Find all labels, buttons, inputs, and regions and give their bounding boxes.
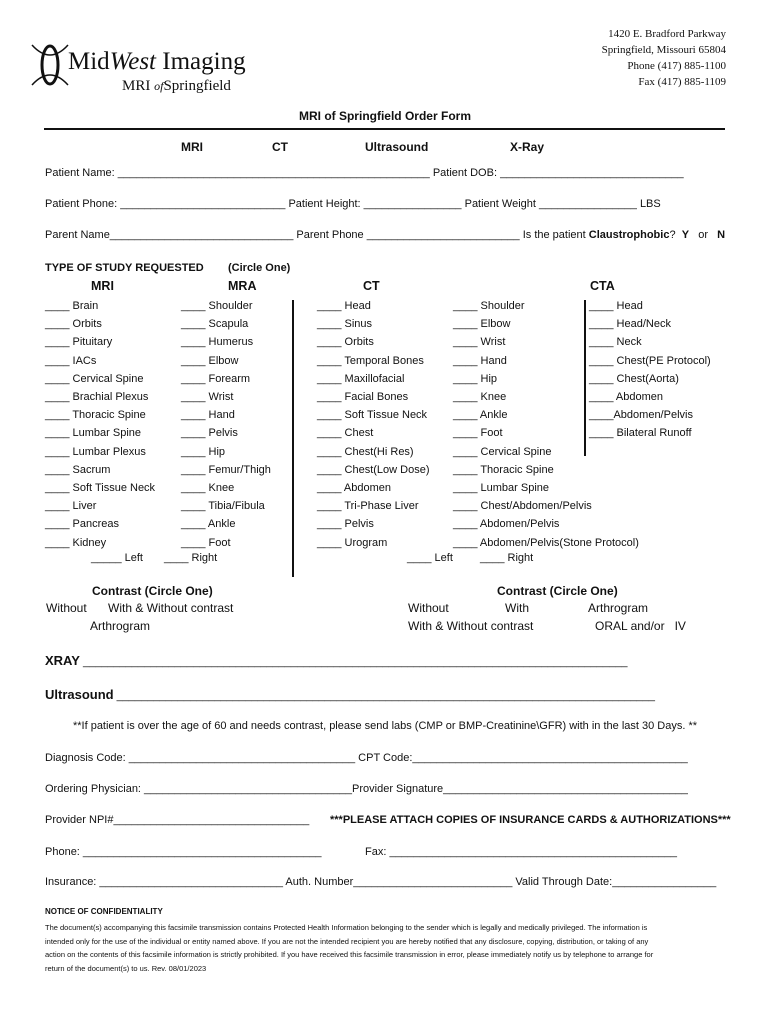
- mri-right-option[interactable]: ____ Right: [164, 552, 218, 564]
- contrast-right-oral-iv[interactable]: ORAL and/or IV: [595, 619, 686, 633]
- heading-mra: MRA: [228, 279, 257, 293]
- list-item[interactable]: ____ Temporal Bones: [317, 354, 424, 367]
- diagnosis-cpt-line[interactable]: Diagnosis Code: _____________________________________ CPT Code:_____________________________________________: [45, 752, 688, 764]
- list-item[interactable]: ____ Brain: [45, 300, 99, 312]
- list-item[interactable]: ____ Urogram: [317, 536, 388, 549]
- list-item[interactable]: ____Abdomen/Pelvis: [589, 409, 693, 422]
- list-item[interactable]: ____ Chest(PE Protocol): [589, 354, 711, 367]
- list-item[interactable]: ____ Hand: [181, 409, 235, 422]
- mri-left-option[interactable]: _____ Left: [91, 552, 143, 564]
- list-item[interactable]: ____ Femur/Thigh: [181, 463, 271, 476]
- modality-ct[interactable]: CT: [272, 140, 288, 154]
- attach-insurance-note: ***PLEASE ATTACH COPIES OF INSURANCE CARDS & AUTHORIZATIONS***: [330, 814, 731, 826]
- study-type-label: TYPE OF STUDY REQUESTED: [45, 262, 204, 274]
- list-item[interactable]: ____ Orbits: [45, 318, 102, 331]
- list-item[interactable]: ____ Foot: [453, 427, 503, 440]
- list-item[interactable]: ____ Ankle: [181, 518, 236, 531]
- contrast-left-without[interactable]: Without: [46, 601, 87, 615]
- list-item[interactable]: ____ Chest/Abdomen/Pelvis: [453, 500, 592, 513]
- list-item[interactable]: ____ Liver: [45, 500, 97, 513]
- title-divider: [44, 128, 725, 130]
- patient-phone-height-weight-line[interactable]: Patient Phone: ___________________________ Patient Height: ________________ Patient Weight ________________ LBS: [45, 198, 661, 210]
- list-item[interactable]: ____ Hip: [453, 372, 498, 385]
- ct-left-option[interactable]: ____ Left: [407, 552, 453, 564]
- list-item[interactable]: ____ Bilateral Runoff: [589, 427, 692, 440]
- list-item[interactable]: ____ Thoracic Spine: [45, 409, 146, 422]
- ct-list: [317, 297, 430, 552]
- xray-line[interactable]: XRAY _________________________________________________________________________________________: [45, 653, 628, 668]
- patient-name-dob-line[interactable]: Patient Name: ___________________________________________________ Patient DOB: ______________________________: [45, 167, 684, 179]
- list-item[interactable]: ____ Humerus: [181, 336, 254, 349]
- contrast-right-with-without[interactable]: With & Without contrast: [408, 619, 534, 633]
- contrast-left-title: Contrast (Circle One): [92, 584, 213, 598]
- mri-list: [45, 297, 155, 552]
- list-item[interactable]: ____ IACs: [45, 354, 97, 367]
- list-item[interactable]: ____ Cervical Spine: [453, 445, 552, 458]
- ultrasound-line[interactable]: Ultrasound ________________________________________________________________________________________: [45, 687, 656, 702]
- list-item[interactable]: ____ Head/Neck: [589, 318, 671, 331]
- list-item[interactable]: ____ Lumbar Spine: [453, 482, 550, 495]
- list-item[interactable]: ____ Orbits: [317, 336, 374, 349]
- contrast-left-arthrogram[interactable]: Arthrogram: [90, 619, 151, 633]
- list-item[interactable]: ____ Chest(Aorta): [589, 372, 679, 385]
- provider-npi-line[interactable]: Provider NPI#________________________________: [45, 814, 310, 826]
- list-item[interactable]: ____ Neck: [589, 336, 642, 349]
- logo-name: MidWest Imaging: [68, 48, 246, 75]
- list-item[interactable]: ____ Scapula: [181, 318, 249, 331]
- list-item[interactable]: ____ Knee: [181, 482, 235, 495]
- list-item[interactable]: ____ Shoulder: [453, 300, 525, 312]
- form-title: MRI of Springfield Order Form: [298, 109, 471, 123]
- logo-subtitle: MRI ofSpringfield: [122, 78, 231, 94]
- column-divider-1: [292, 300, 294, 577]
- list-item[interactable]: ____ Tri-Phase Liver: [317, 500, 419, 513]
- list-item[interactable]: ____ Chest: [317, 427, 374, 440]
- list-item[interactable]: ____ Maxillofacial: [317, 372, 405, 385]
- modality-ultrasound[interactable]: Ultrasound: [365, 140, 429, 154]
- confidentiality-text: The document(s) accompanying this facsimile transmission contains Protected Health Information belonging to the sender which is legally and medically privileged. The information is intended only for the use of the individual or entity named above. If you are not the intended recipient you are hereby notified that any disclosure, copying, distribution, or taking of any action on the contents of this facsimile information is strictly prohibited. If you have received this facsimile transmission in error, please immediately notify us by telephone to arrange for return of the document(s) to us. Rev. 08/01/2023: [45, 923, 654, 973]
- cta-list: [589, 297, 711, 443]
- claustrophobic-no[interactable]: N: [717, 229, 726, 241]
- list-item[interactable]: ____ Knee: [453, 391, 507, 404]
- list-item[interactable]: ____ Chest(Low Dose): [317, 463, 430, 476]
- list-item[interactable]: ____ Lumbar Spine: [45, 427, 142, 440]
- confidentiality-heading: NOTICE OF CONFIDENTIALITY: [45, 907, 163, 916]
- contrast-right-arthrogram[interactable]: Arthrogram: [588, 601, 649, 615]
- physician-signature-line[interactable]: Ordering Physician: __________________________________Provider Signature________________________________________: [45, 783, 688, 795]
- list-item[interactable]: ____ Wrist: [181, 391, 234, 404]
- phone-line[interactable]: Phone: _______________________________________: [45, 846, 322, 858]
- contrast-right-title: Contrast (Circle One): [497, 584, 618, 598]
- list-item[interactable]: ____ Soft Tissue Neck: [45, 482, 156, 495]
- list-item[interactable]: ____ Pituitary: [45, 336, 113, 349]
- mra-list: [181, 297, 271, 552]
- list-item[interactable]: ____ Chest(Hi Res): [317, 445, 414, 458]
- list-item[interactable]: ____ Foot: [181, 536, 231, 549]
- list-item[interactable]: ____ Shoulder: [181, 300, 253, 312]
- list-item[interactable]: ____ Elbow: [453, 318, 511, 331]
- list-item[interactable]: ____ Pelvis: [317, 518, 374, 531]
- list-item[interactable]: ____ Kidney: [45, 536, 107, 549]
- modality-mri[interactable]: MRI: [181, 140, 203, 154]
- list-item[interactable]: ____ Wrist: [453, 336, 506, 349]
- study-circle-one: (Circle One): [228, 262, 291, 274]
- contrast-right-without[interactable]: Without: [408, 601, 449, 615]
- labs-note: **If patient is over the age of 60 and needs contrast, please send labs (CMP or BMP-Creatinine\GFR) with in the last 30 Days. **: [72, 720, 698, 732]
- list-item[interactable]: ____ Head: [317, 300, 371, 312]
- list-item[interactable]: ____ Thoracic Spine: [453, 463, 554, 476]
- list-item[interactable]: ____ Elbow: [181, 354, 239, 367]
- ct-right-option[interactable]: ____ Right: [480, 552, 534, 564]
- list-item[interactable]: ____ Head: [589, 300, 643, 312]
- list-item[interactable]: ____ Hand: [453, 354, 507, 367]
- list-item[interactable]: ____ Facial Bones: [317, 391, 409, 404]
- list-item[interactable]: ____ Cervical Spine: [45, 372, 144, 385]
- claustrophobic-yes[interactable]: Y: [681, 229, 690, 241]
- heading-ct: CT: [363, 279, 380, 293]
- list-item[interactable]: ____ Soft Tissue Neck: [317, 409, 428, 422]
- list-item[interactable]: ____ Pancreas: [45, 518, 119, 531]
- list-item[interactable]: ____ Abdomen/Pelvis(Stone Protocol): [453, 536, 639, 549]
- list-item[interactable]: ____ Pelvis: [181, 427, 238, 440]
- list-item[interactable]: ____ Brachial Plexus: [45, 391, 149, 404]
- modality-xray[interactable]: X-Ray: [510, 140, 545, 154]
- fax-line[interactable]: Fax: _______________________________________________: [365, 846, 677, 858]
- list-item[interactable]: ____ Abdomen: [317, 482, 392, 495]
- logo-mark-icon: [30, 42, 70, 88]
- list-item[interactable]: ____ Ankle: [453, 409, 508, 422]
- list-item[interactable]: ____ Hip: [181, 445, 226, 458]
- contrast-right-with[interactable]: With: [505, 601, 529, 615]
- heading-cta: CTA: [590, 279, 615, 293]
- list-item[interactable]: ____ Forearm: [181, 372, 251, 385]
- list-item[interactable]: ____ Lumbar Plexus: [45, 445, 146, 458]
- list-item[interactable]: ____ Tibia/Fibula: [181, 500, 265, 513]
- list-item[interactable]: ____ Abdomen/Pelvis: [453, 518, 560, 531]
- insurance-auth-line[interactable]: Insurance: ______________________________ Auth. Number__________________________ Valid Through Date:_________________: [45, 876, 717, 888]
- heading-mri: MRI: [91, 279, 114, 293]
- facility-address: 1420 E. Bradford Parkway Springfield, Missouri 65804 Phone (417) 885-1100 Fax (417) 885-1109: [601, 28, 726, 88]
- parent-line[interactable]: Parent Name______________________________ Parent Phone _________________________ Is the patient Claustrophobic? Y or N: [45, 229, 726, 241]
- list-item[interactable]: ____ Abdomen: [589, 391, 664, 404]
- list-item[interactable]: ____ Sacrum: [45, 463, 111, 476]
- contrast-left-with-without[interactable]: With & Without contrast: [108, 601, 234, 615]
- list-item[interactable]: ____ Sinus: [317, 318, 373, 331]
